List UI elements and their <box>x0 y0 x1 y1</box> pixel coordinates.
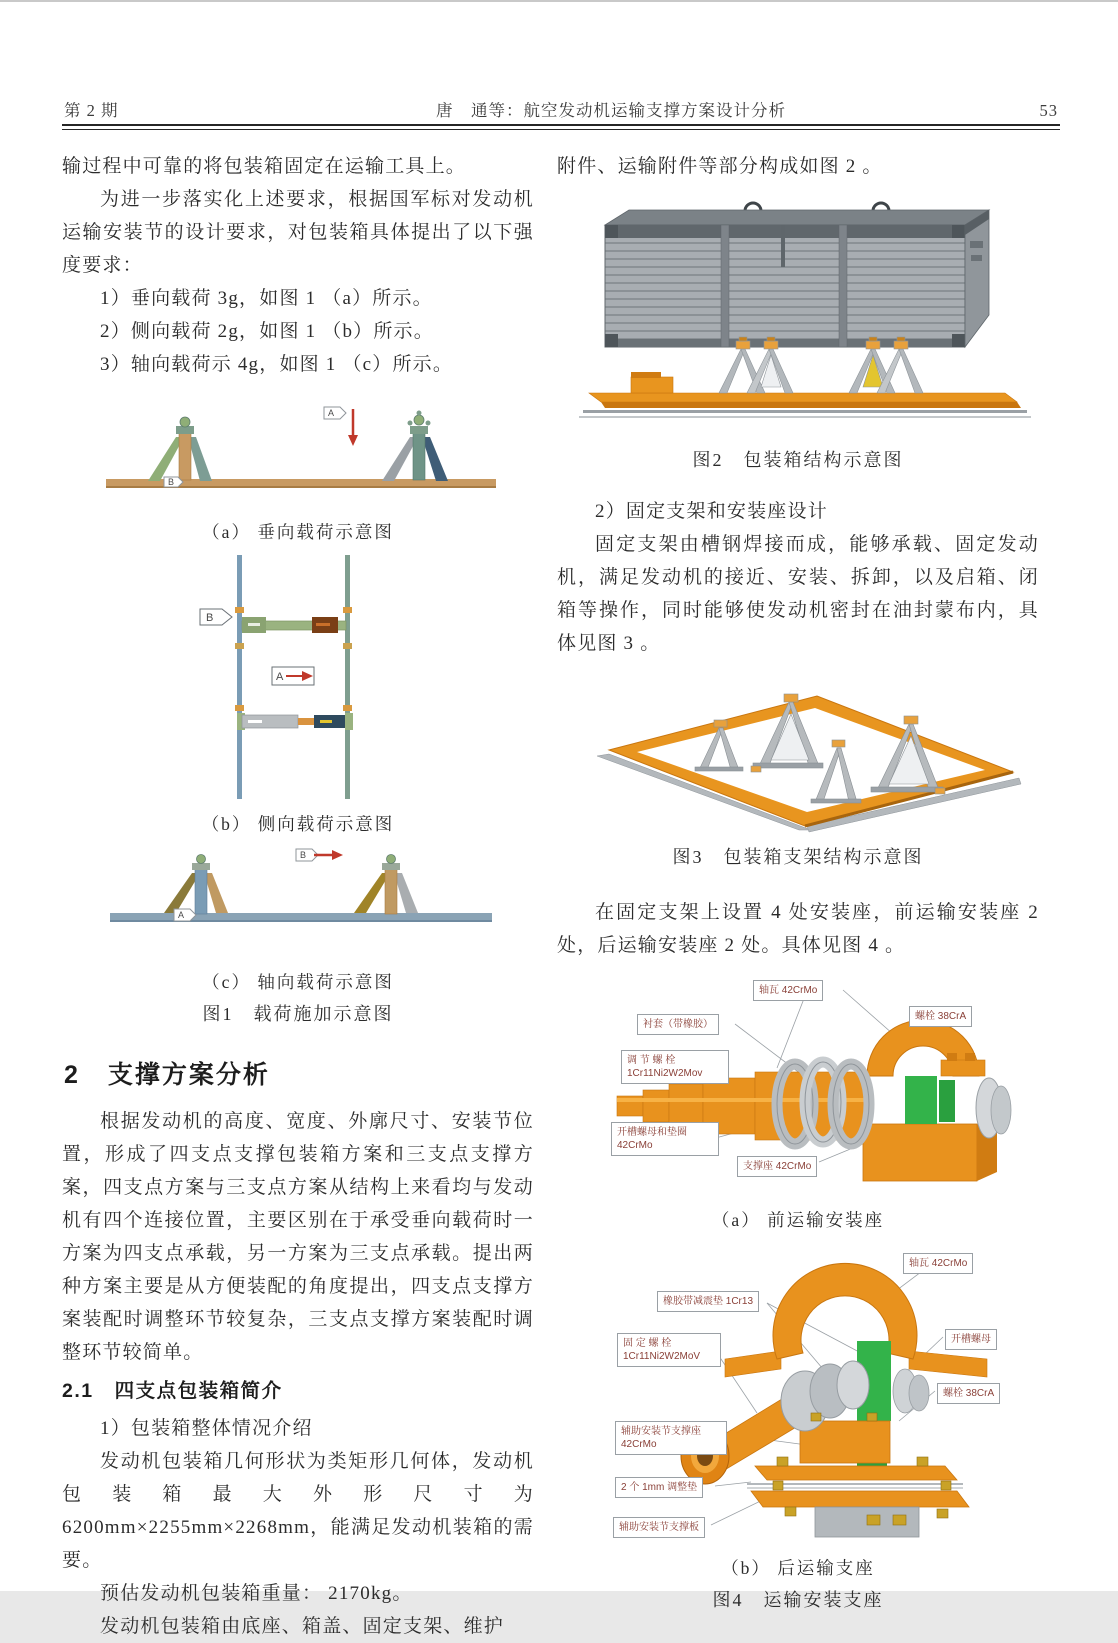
paragraph: 附件、运输附件等部分构成如图 2 。 <box>557 156 883 177</box>
fig4b-label-fixing-bolt: 固 定 螺 栓 1Cr11Ni2W2MoV <box>617 1333 721 1367</box>
page-header <box>64 97 1058 121</box>
paragraph: 在固定支架上设置 4 处安装座，前运输安装座 2 处，后运输安装座 2 处。具体见图 4 。 <box>557 902 1039 956</box>
running-title: 唐 通等：航空发动机运输支撑方案设计分析 <box>436 101 786 120</box>
journal-issue: 第 2 期 <box>64 101 119 120</box>
fig4a-front-mount <box>605 976 1035 1191</box>
marker-b-label: B <box>206 612 214 624</box>
fig4b-label-bearing-shell: 轴瓦 42CrMo <box>903 1253 973 1274</box>
scan-edge-line <box>0 0 1118 2</box>
marker-b-label: B <box>168 477 175 487</box>
paragraph: 为进一步落实化上述要求，根据国军标对发动机运输安装节的设计要求，对包装箱具体提出了以下强度要求： <box>62 189 534 276</box>
fig3-support-frame-drawing <box>569 670 1029 828</box>
fig4a-label-support-seat: 支撑座 42CrMo <box>737 1156 817 1177</box>
fig4b-label-shim: 2 个 1mm 调整垫 <box>615 1477 703 1498</box>
fig4b-label-rubber-damper: 橡胶带减震垫 1Cr13 <box>657 1291 759 1312</box>
paragraph: 根据发动机的高度、宽度、外廓尺寸、安装节位置，形成了四支点支撑包装箱方案和三支点支撑方案，四支点方案与三支点方案从结构上来看均与发动机有四个连接位置，主要区别在于承受垂向载荷时一方案为四支点承载，另一方案为三支点承载。提出两种方案主要是从方便装配的角度提出，四支点支撑方案装配时调整环节较复杂，三支点支撑方案装配时调整环节较简单。 <box>62 1111 534 1363</box>
section-title: 支撑方案分析 <box>107 1061 270 1089</box>
fig4b-caption: （b） 后运输支座 <box>721 1558 875 1578</box>
fig4a-caption: （a） 前运输安装座 <box>711 1210 885 1230</box>
fig4b-label-slotted-nut: 开槽螺母 <box>945 1329 997 1350</box>
paragraph: 1）包装箱整体情况介绍 <box>100 1418 313 1439</box>
fig1a-caption: （a） 垂向载荷示意图 <box>202 522 394 542</box>
fig3-caption: 图3 包装箱支架结构示意图 <box>672 847 924 867</box>
fig4b-rear-mount <box>605 1241 1035 1541</box>
list-item: 1）垂向载荷 3g，如图 1 （a）所示。 <box>100 288 433 309</box>
marker-a-label: A <box>276 671 284 683</box>
paragraph: 发动机包装箱几何形状为类矩形几何体，发动机包装箱最大外形尺寸为 6200mm×2255mm×2268mm，能满足发动机装箱的需要。 <box>62 1451 534 1571</box>
paragraph: 发动机包装箱由底座、箱盖、固定支架、维护 <box>100 1616 505 1637</box>
header-double-rule <box>62 124 1060 130</box>
marker-b-label: B <box>300 850 307 860</box>
fig1b-side-load-drawing <box>148 551 448 803</box>
section-2-1-heading: 2.1 四支点包装箱简介 <box>62 1380 283 1402</box>
marker-a-label: A <box>328 408 335 418</box>
fig1a-vertical-load-drawing <box>88 393 508 511</box>
list-item: 2）侧向载荷 2g，如图 1 （b）所示。 <box>100 321 434 342</box>
paragraph: 固定支架由槽钢焊接而成，能够承载、固定发动机，满足发动机的接近、安装、拆卸，以及启箱、闭箱等操作，同时能够使发动机密封在油封蒙布内，具体见图 3 。 <box>557 534 1039 654</box>
fig4a-label-bushing: 衬套（带橡胶） <box>637 1014 719 1035</box>
fig4b-label-aux-support-seat: 辅助安装节支撑座 42CrMo <box>615 1421 727 1455</box>
fig1b-caption: （b） 侧向载荷示意图 <box>201 814 395 834</box>
page-number: 53 <box>1039 101 1058 120</box>
paragraph: 预估发动机包装箱重量： 2170kg。 <box>100 1583 413 1604</box>
fig1c-axial-load-drawing <box>88 843 508 951</box>
right-column <box>557 150 1039 1617</box>
fig2-caption: 图2 包装箱结构示意图 <box>692 450 904 470</box>
fig4b-label-bolt-38cra: 螺栓 38CrA <box>937 1383 1000 1404</box>
fig4a-label-bolt-38cra: 螺栓 38CrA <box>909 1006 972 1027</box>
fig1c-caption: （c） 轴向载荷示意图 <box>202 972 394 992</box>
fig1-caption: 图1 载荷施加示意图 <box>202 1004 394 1024</box>
section-number: 2 <box>64 1061 80 1089</box>
section-2-heading <box>64 1055 534 1091</box>
fig4a-label-bearing-shell: 轴瓦 42CrMo <box>753 980 823 1001</box>
fig2-packing-box-drawing <box>575 197 1035 429</box>
fig4a-label-adjust-bolt: 调 节 螺 栓 1Cr11Ni2W2Mov <box>621 1050 729 1084</box>
fig4b-label-aux-support-plate: 辅助安装节支撑板 <box>613 1517 705 1538</box>
fig4a-label-slotted-nut: 开槽螺母和垫圈 42CrMo <box>611 1122 719 1156</box>
left-column <box>62 150 534 1643</box>
marker-a-label: A <box>178 910 185 920</box>
paragraph: 2）固定支架和安装座设计 <box>595 501 828 522</box>
paragraph: 输过程中可靠的将包装箱固定在运输工具上。 <box>62 156 467 177</box>
list-item: 3）轴向载荷示 4g，如图 1 （c）所示。 <box>100 354 454 375</box>
fig4-caption: 图4 运输安装支座 <box>712 1590 884 1610</box>
